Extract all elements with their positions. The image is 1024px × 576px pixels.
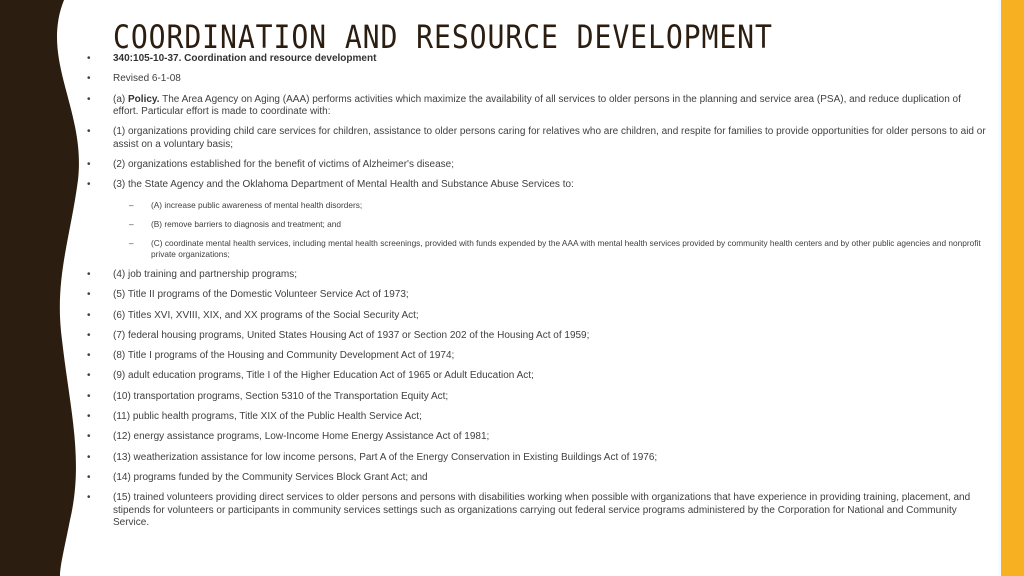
item-text: (3) the State Agency and the Oklahoma Department of Mental Health and Substance Abuse Services to:: [113, 179, 574, 191]
item-text: (11) public health programs, Title XIX of the Public Health Service Act;: [113, 411, 422, 423]
bullet-icon: •: [87, 309, 91, 321]
item-text: (8) Title I programs of the Housing and Community Development Act of 1974;: [113, 350, 455, 362]
sub-list-item: [87, 238, 987, 260]
rule-heading: 340:105-10-37. Coordination and resource development: [113, 53, 377, 64]
list-item: [87, 411, 987, 424]
bullet-icon: •: [87, 179, 91, 191]
bullet-icon: •: [87, 268, 91, 280]
item-text: (12) energy assistance programs, Low-Income Home Energy Assistance Act of 1981;: [113, 431, 490, 443]
revised-date: Revised 6-1-08: [113, 73, 181, 85]
list-item: [87, 370, 987, 383]
bullet-icon: •: [87, 329, 91, 341]
item-text: (2) organizations established for the benefit of victims of Alzheimer's disease;: [113, 159, 454, 171]
list-item: [87, 73, 987, 86]
bullet-icon: •: [87, 431, 91, 443]
policy-prefix: (a): [113, 93, 126, 105]
bullet-icon: •: [87, 126, 91, 138]
dash-icon: –: [129, 199, 134, 210]
slide-title: COORDINATION AND RESOURCE DEVELOPMENT: [113, 18, 773, 56]
policy-text: The Area Agency on Aging (AAA) performs activities which maximize the availability of all services to older persons in the planning and service area (PSA), and reduce duplication of effort. Particular effort is made to coordinate with:: [113, 93, 961, 118]
list-item: [87, 431, 987, 444]
subitem-text: (A) increase public awareness of mental health disorders;: [151, 199, 363, 210]
item-text: (1) organizations providing child care services for children, assistance to older persons caring for relatives who are children, and respite for families to provide opportunities for older persons to aid or assist on a voluntary basis;: [113, 126, 986, 150]
sub-list-item: [87, 219, 987, 230]
bullet-icon: •: [87, 451, 91, 463]
bullet-icon: •: [87, 289, 91, 301]
item-text: (5) Title II programs of the Domestic Volunteer Service Act of 1973;: [113, 289, 409, 301]
item-text: (7) federal housing programs, United States Housing Act of 1937 or Section 202 of the Housing Act of 1959;: [113, 329, 590, 341]
subitem-text: (C) coordinate mental health services, including mental health screenings, provided with funds expended by the AAA with mental health services provided by community health centers and by other public agencies and nonprofit private organizations;: [151, 237, 981, 259]
list-item: [87, 330, 987, 343]
dash-icon: –: [129, 237, 134, 248]
sub-list-item: [87, 200, 987, 211]
policy-label: Policy.: [128, 93, 160, 105]
bullet-icon: •: [87, 471, 91, 483]
right-accent-bar: [1001, 0, 1024, 576]
list-item: [87, 126, 987, 151]
list-item: [87, 289, 987, 302]
subitem-text: (B) remove barriers to diagnosis and treatment; and: [151, 218, 341, 229]
list-item: [87, 269, 987, 282]
bullet-icon: •: [87, 492, 91, 504]
list-item: [87, 350, 987, 363]
list-item: [87, 391, 987, 404]
list-item: [87, 159, 987, 172]
item-text: (15) trained volunteers providing direct services to older persons and persons with disabilities working when possible with organizations that have experience in providing training, placement, and stipends for volunteers or participants in community services settings such as organizations carrying out federal service programs administered by the Corporation for National and Community Service.: [113, 492, 971, 529]
left-wave-decoration: [0, 0, 96, 576]
list-item: [87, 53, 987, 66]
list-item: [87, 472, 987, 485]
list-item: [87, 452, 987, 465]
list-item: [87, 94, 987, 119]
list-item: [87, 179, 987, 192]
bullet-icon: •: [87, 93, 91, 105]
item-text: (13) weatherization assistance for low income persons, Part A of the Energy Conservation in Existing Buildings Act of 1976;: [113, 451, 658, 463]
dash-icon: –: [129, 218, 134, 229]
list-item: [87, 492, 987, 530]
bullet-icon: •: [87, 350, 91, 362]
wave-shape: [0, 0, 79, 576]
bullet-icon: •: [87, 159, 91, 171]
bullet-icon: •: [87, 73, 91, 85]
bullet-icon: •: [87, 390, 91, 402]
item-text: (9) adult education programs, Title I of the Higher Education Act of 1965 or Adult Education Act;: [113, 370, 534, 382]
bullet-icon: •: [87, 53, 91, 64]
bullet-icon: •: [87, 411, 91, 423]
bullet-list: [87, 53, 987, 538]
bullet-icon: •: [87, 370, 91, 382]
item-text: (4) job training and partnership programs;: [113, 268, 297, 280]
item-text: (14) programs funded by the Community Services Block Grant Act; and: [113, 471, 428, 483]
list-item: [87, 310, 987, 323]
item-text: (6) Titles XVI, XVIII, XIX, and XX programs of the Social Security Act;: [113, 309, 419, 321]
item-text: (10) transportation programs, Section 5310 of the Transportation Equity Act;: [113, 390, 449, 402]
